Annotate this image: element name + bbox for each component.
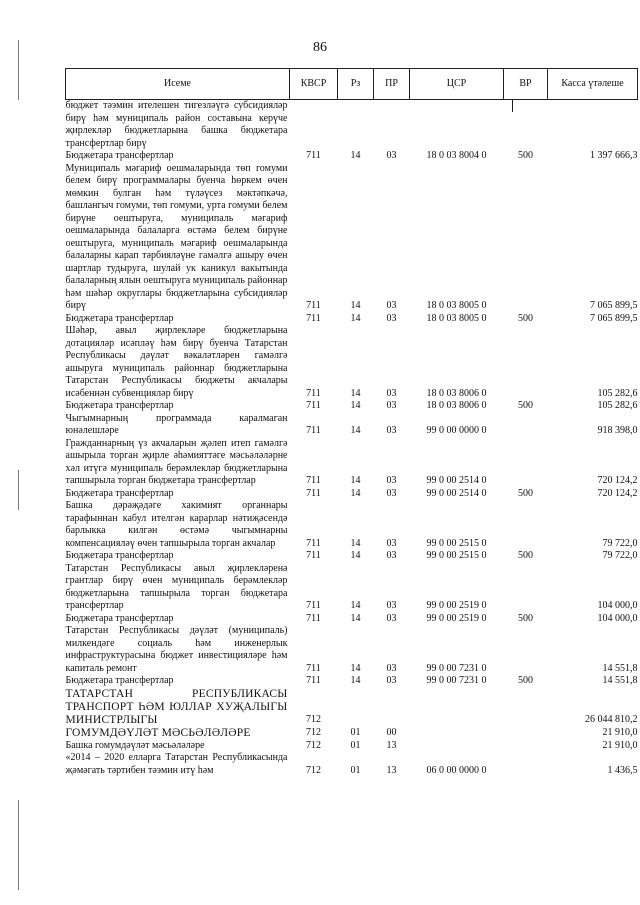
cell-vr: [504, 500, 548, 550]
cell-name: Муниципаль мәгариф оешмаларында төп гомуми белем бирү программалары буенча һөркем өчен мөмкин булган һәм түләүсез мәктәпкәчә, башлангыч гомуми, төп гомуми, урта гомуми белем бирүне оештыруга, муниципаль мәгариф оешмаларында балаларга өстәмә белем бирүне оештыруга, муниципаль мәгариф оешмаларында балаларны карап тәрбияләүне гамәлгә ашыру өчен шартлар тудыруга, шулай ук каникул вакытында балаларның ялын оештыруга муниципаль районнар һәм шәһәр округлары бюджетларына субсидияләр бирү: [65, 162, 288, 311]
cell-csr: 18 0 03 8005 0: [426, 300, 487, 311]
header-vr: ВР: [504, 69, 548, 100]
cell-kassa: 105 282,6: [597, 400, 638, 411]
cell-kassa: 26 044 810,2: [585, 714, 638, 725]
cell-kvsr: 711: [306, 475, 321, 486]
table-row: [66, 740, 638, 753]
cell-kassa: 79 722,0: [602, 537, 638, 549]
cell-name: «2014 – 2020 елларга Татарстан Республикасында җәмәгать тәртибен тәэмин итү һәм: [65, 752, 288, 776]
cell-kvsr: 711: [306, 550, 321, 561]
cell-name: бюджет тәэмин ителешен тигезләүгә субсидияләр бирү һәм муниципаль район составына керүче җирлекләр бюджетларына башка бюджетара трансфертлар бирү: [65, 100, 288, 149]
cell-rz: 14: [350, 662, 361, 674]
cell-rz: 14: [350, 475, 361, 486]
cell-pr: [374, 100, 410, 151]
cell-kassa: 918 398,0: [597, 425, 638, 436]
cell-name: Бюджетара трансфертлар: [65, 675, 174, 686]
cell-rz: 14: [350, 600, 361, 611]
cell-kvsr: 712: [306, 739, 321, 751]
cell-kvsr: [290, 100, 338, 151]
cell-kassa: 105 282,6: [597, 387, 638, 399]
cell-kvsr: 711: [306, 425, 321, 436]
cell-pr: 03: [386, 612, 397, 624]
cell-csr: 99 0 00 2515 0: [426, 550, 487, 561]
cell-name: ГОМУМДӘҮЛӘТ МӘСЬӘЛӘЛӘРЕ: [65, 726, 251, 739]
page-number: 86: [313, 40, 327, 55]
cell-rz: [338, 100, 374, 151]
cell-rz: 01: [350, 764, 361, 776]
cell-csr: 99 0 00 7231 0: [426, 662, 487, 674]
cell-kvsr: 711: [306, 300, 321, 311]
cell-csr: 18 0 03 8005 0: [426, 312, 487, 324]
cell-csr: [410, 727, 504, 740]
cell-vr: 500: [518, 400, 533, 411]
cell-vr: [504, 100, 548, 151]
cell-kassa: 104 000,0: [597, 612, 638, 624]
cell-vr: [504, 325, 548, 400]
cell-kvsr: 711: [306, 600, 321, 611]
cell-pr: 03: [386, 662, 397, 674]
cell-pr: 03: [386, 400, 397, 411]
cell-name: Бюджетара трансфертлар: [65, 400, 174, 411]
table-row: [66, 675, 638, 688]
header-name: Исеме: [66, 69, 290, 100]
cell-kassa: 720 124,2: [597, 475, 638, 486]
cell-csr: 99 0 00 2514 0: [426, 475, 487, 486]
cell-pr: 03: [386, 550, 397, 561]
cell-kassa: 79 722,0: [602, 550, 638, 561]
table-row: [66, 325, 638, 400]
cell-kvsr: 712: [306, 764, 321, 776]
header-pr: ПР: [374, 69, 410, 100]
binding-marks: [18, 40, 20, 880]
cell-pr: 03: [386, 300, 397, 311]
cell-pr: 00: [386, 727, 397, 738]
cell-rz: 01: [350, 727, 361, 738]
cell-rz: 14: [350, 312, 361, 324]
cell-kvsr: 711: [306, 312, 321, 324]
cell-pr: 03: [386, 600, 397, 611]
cell-pr: 03: [386, 487, 397, 499]
header-csr: ЦСР: [410, 69, 504, 100]
cell-name: Бюджетара трансфертлар: [65, 487, 174, 499]
cell-name: Татарстан Республикасы дәүләт (муниципаль) милкендәге социаль һәм инженерлык инфраструктурасына бюджет инвестицияләре һәм капиталь ремонт: [65, 625, 288, 674]
table-row: [66, 100, 638, 151]
cell-name: Башка дәрәҗәдәге хакимият органнары тарафыннан кабул ителгән карарлар нәтиҗәсендә барлыкка килгән өстәмә чыгымнарны компенсацияләү өчен тапшырыла торган акчалар: [65, 500, 288, 549]
cell-kassa: 7 065 899,5: [590, 300, 638, 311]
cell-vr: [504, 727, 548, 740]
cell-vr: 500: [518, 550, 533, 561]
budget-table: [65, 68, 638, 777]
cell-kvsr: 712: [306, 727, 321, 738]
cell-rz: [338, 688, 374, 727]
cell-name: Бюджетара трансфертлар: [65, 150, 174, 161]
cell-kassa: 1 397 666,3: [590, 150, 638, 161]
cell-csr: 99 0 00 2514 0: [426, 487, 487, 499]
cell-kvsr: 711: [306, 662, 321, 674]
header-kvsr: КВСР: [290, 69, 338, 100]
table-header: [66, 69, 638, 100]
table-row: [66, 413, 638, 438]
table-row: [66, 400, 638, 413]
table-row: [66, 500, 638, 550]
cell-rz: 14: [350, 150, 361, 161]
cell-kassa: [548, 100, 638, 151]
cell-csr: 99 0 00 0000 0: [426, 425, 487, 436]
table-row: [66, 150, 638, 163]
cell-pr: 03: [386, 475, 397, 486]
cell-csr: [410, 740, 504, 753]
cell-csr: 18 0 03 8004 0: [426, 150, 487, 161]
cell-kvsr: 711: [306, 675, 321, 686]
cell-kassa: 21 910,0: [602, 739, 638, 751]
cell-rz: 14: [350, 300, 361, 311]
cell-kassa: 14 551,8: [602, 675, 638, 686]
cell-pr: 03: [386, 537, 397, 549]
cell-kvsr: 711: [306, 400, 321, 411]
cell-vr: [504, 438, 548, 488]
cell-name: Чыгымнарның программада каралмаган юнәлешләре: [65, 412, 288, 436]
cell-csr: 18 0 03 8006 0: [426, 400, 487, 411]
cell-pr: 03: [386, 150, 397, 161]
header-kassa: Касса үтәлеше: [548, 69, 638, 100]
cell-kassa: 104 000,0: [597, 600, 638, 611]
cell-csr: 18 0 03 8006 0: [426, 387, 487, 399]
cell-kassa: 1 436,5: [607, 764, 638, 776]
cell-csr: 99 0 00 2515 0: [426, 537, 487, 549]
cell-pr: 13: [386, 739, 397, 751]
cell-vr: 500: [518, 487, 533, 499]
cell-vr: 500: [518, 612, 533, 624]
header-rz: Рз: [338, 69, 374, 100]
cell-kassa: 14 551,8: [602, 662, 638, 674]
table-row: [66, 313, 638, 326]
cell-csr: 06 0 00 0000 0: [426, 764, 487, 776]
cell-kassa: 21 910,0: [602, 727, 638, 738]
cell-name: Бюджетара трансфертлар: [65, 550, 174, 561]
cell-kvsr: 711: [306, 487, 321, 499]
table-row: [66, 550, 638, 563]
table-row: [66, 163, 638, 313]
table-row: [66, 727, 638, 740]
cell-vr: [504, 752, 548, 777]
table-row: [66, 563, 638, 613]
cell-rz: 01: [350, 739, 361, 751]
cell-kassa: 7 065 899,5: [590, 312, 638, 324]
cell-kvsr: 711: [306, 150, 321, 161]
cell-kvsr: 711: [306, 537, 321, 549]
cell-vr: [504, 163, 548, 313]
cell-pr: 13: [386, 764, 397, 776]
cell-vr: [504, 688, 548, 727]
cell-csr: 99 0 00 2519 0: [426, 600, 487, 611]
cell-kvsr: 711: [306, 612, 321, 624]
cell-name: Башка гомумдәүләт мәсьәләләре: [65, 739, 205, 751]
cell-rz: 14: [350, 675, 361, 686]
cell-name: Гражданнарның үз акчаларын җәлеп итеп гамәлгә ашырыла торган җирле әһәмияттәге мәсьәләләрне хәл итүгә муниципаль берәмлекләр бюджетларына тапшырыла торган бюджетара трансфертлар: [65, 437, 288, 486]
cell-vr: 500: [518, 150, 533, 161]
cell-rz: 14: [350, 612, 361, 624]
cell-name: Шәһәр, авыл җирлекләре бюджетларына дотацияләр исәпләү һәм бирү буенча Татарстан Республикасы дәүләт вәкаләтләрен гамәлгә ашыруга муниципаль районнар бюджетларына Татарстан Республикасы бюджеты акчалары исәбеннән субвенцияләр бирү: [65, 325, 288, 399]
cell-pr: [374, 688, 410, 727]
cell-vr: [504, 563, 548, 613]
column-divider: [512, 100, 513, 112]
cell-name: Татарстан Республикасы авыл җирлекләренә грантлар бирү өчен муниципаль берәмлекләр бюджетларына тапшырыла торган бюджетара трансфертлар: [65, 562, 288, 611]
table-row: [66, 625, 638, 675]
table-row: [66, 488, 638, 501]
cell-rz: 14: [350, 537, 361, 549]
cell-csr: [410, 100, 504, 151]
cell-csr: 99 0 00 7231 0: [426, 675, 487, 686]
cell-kvsr: 712: [306, 714, 321, 725]
cell-rz: 14: [350, 400, 361, 411]
cell-vr: 500: [518, 312, 533, 324]
cell-pr: 03: [386, 425, 397, 436]
table-row: [66, 752, 638, 777]
table-row: [66, 688, 638, 727]
cell-rz: 14: [350, 550, 361, 561]
table-row: [66, 438, 638, 488]
cell-name: Бюджетара трансфертлар: [65, 312, 174, 324]
cell-name: Бюджетара трансфертлар: [65, 612, 174, 624]
cell-csr: [410, 688, 504, 727]
cell-pr: 03: [386, 387, 397, 399]
cell-vr: [504, 625, 548, 675]
cell-pr: 03: [386, 312, 397, 324]
cell-rz: 14: [350, 387, 361, 399]
cell-csr: 99 0 00 2519 0: [426, 612, 487, 624]
cell-kvsr: 711: [306, 387, 321, 399]
cell-rz: 14: [350, 487, 361, 499]
cell-vr: [504, 413, 548, 438]
table-row: [66, 613, 638, 626]
cell-vr: [504, 740, 548, 753]
cell-rz: 14: [350, 425, 361, 436]
cell-name: ТАТАРСТАН РЕСПУБЛИКАСЫ ТРАНСПОРТ ҺӘМ ЮЛЛАР ХУҖАЛЫГЫ МИНИСТРЛЫГЫ: [65, 687, 288, 726]
cell-pr: 03: [386, 675, 397, 686]
cell-vr: 500: [518, 675, 533, 686]
cell-kassa: 720 124,2: [597, 487, 638, 499]
